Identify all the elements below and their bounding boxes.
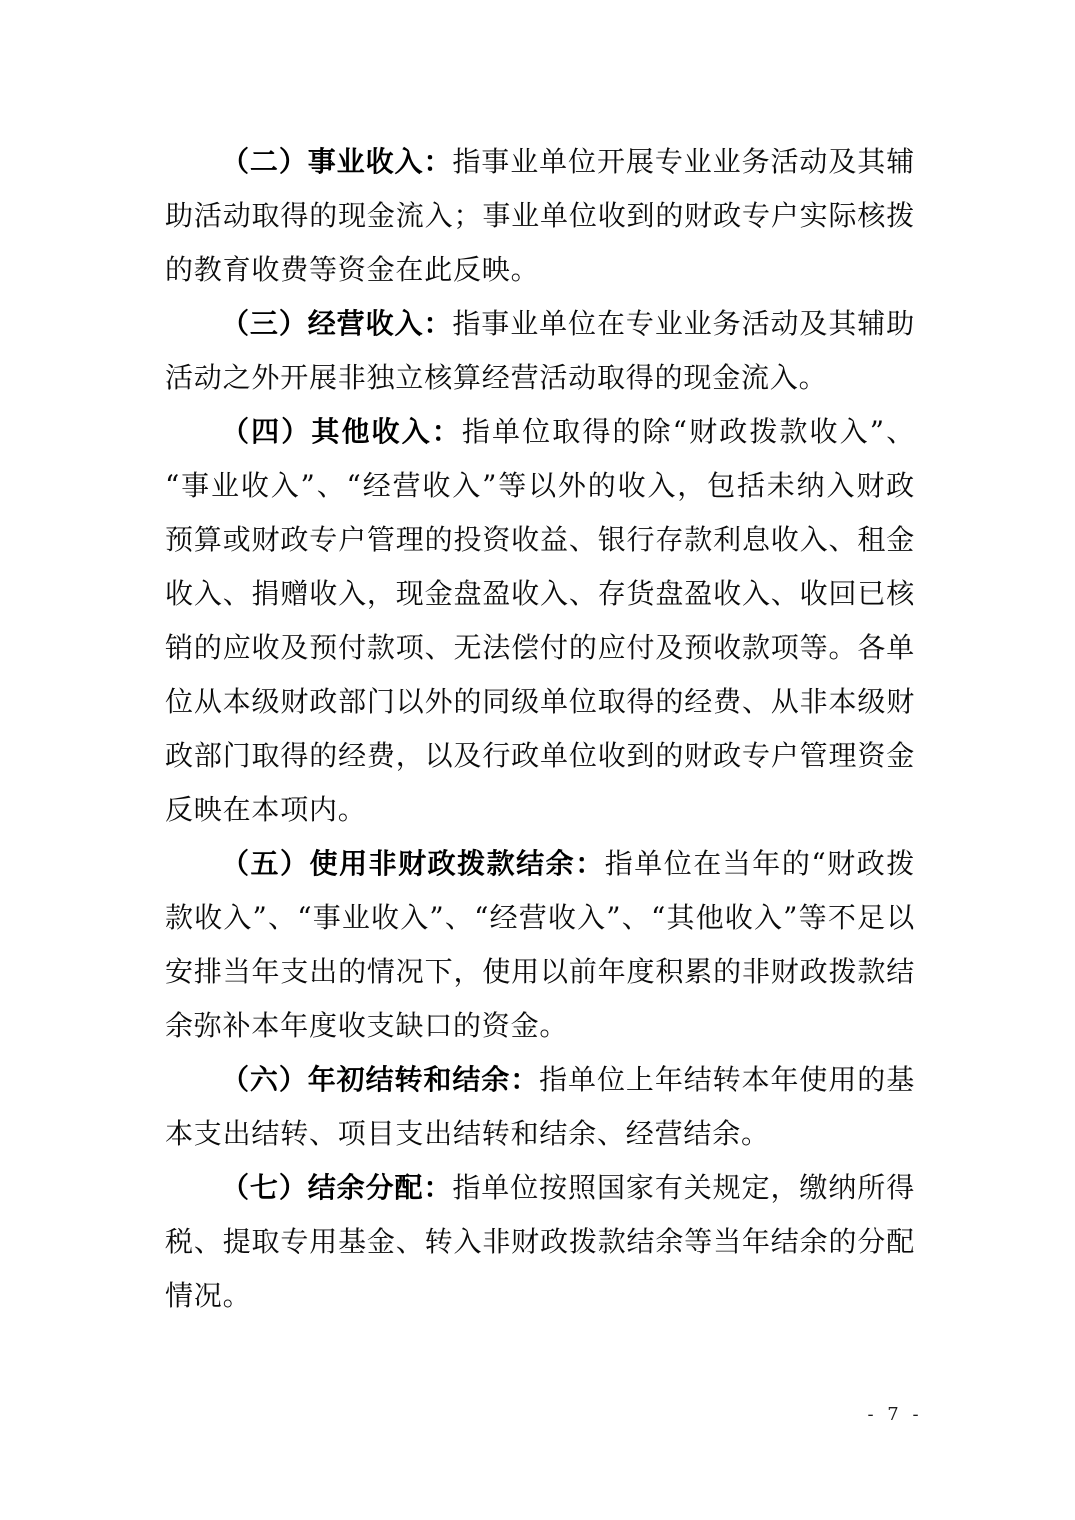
paragraph-heading: （二）事业收入：	[221, 145, 453, 178]
paragraph-1	[165, 135, 915, 297]
paragraph-text: 指单位在当年的“财政拨款收入”、“事业收入”、“经营收入”、“其他收入”等不足以安排当年支出的情况下，使用以前年度积累的非财政拨款结余弥补本年度收支缺口的资金。	[165, 847, 915, 1042]
paragraph-text: 指单位按照国家有关规定，缴纳所得税、提取专用基金、转入非财政拨款结余等当年结余的分配情况。	[165, 1171, 915, 1312]
paragraph-text: 指事业单位在专业业务活动及其辅助活动之外开展非独立核算经营活动取得的现金流入。	[165, 307, 915, 394]
paragraph-heading: （七）结余分配：	[221, 1171, 453, 1204]
paragraph-heading: （四）其他收入：	[221, 415, 462, 448]
paragraph-text: 指单位上年结转本年使用的基本支出结转、项目支出结转和结余、经营结余。	[165, 1063, 915, 1150]
paragraph-heading: （三）经营收入：	[221, 307, 453, 340]
paragraph-2	[165, 297, 915, 405]
paragraph-5	[165, 1053, 915, 1161]
paragraph-4	[165, 837, 915, 1053]
paragraph-text: 指单位取得的除“财政拨款收入”、“事业收入”、“经营收入”等以外的收入，包括未纳入财政预算或财政专户管理的投资收益、银行存款利息收入、租金收入、捐赠收入，现金盘盈收入、存货盘盈收入、收回已核销的应收及预付款项、无法偿付的应付及预收款项等。各单位从本级财政部门以外的同级单位取得的经费、从非本级财政部门取得的经费，以及行政单位收到的财政专户管理资金反映在本项内。	[165, 415, 915, 826]
page-number: - 7 -	[867, 1404, 923, 1425]
document-body	[165, 135, 915, 1323]
paragraph-3	[165, 405, 915, 837]
paragraph-heading: （五）使用非财政拨款结余：	[221, 847, 605, 880]
paragraph-text: 指事业单位开展专业业务活动及其辅助活动取得的现金流入；事业单位收到的财政专户实际核拨的教育收费等资金在此反映。	[165, 145, 915, 286]
paragraph-heading: （六）年初结转和结余：	[221, 1063, 540, 1096]
paragraph-6	[165, 1161, 915, 1323]
